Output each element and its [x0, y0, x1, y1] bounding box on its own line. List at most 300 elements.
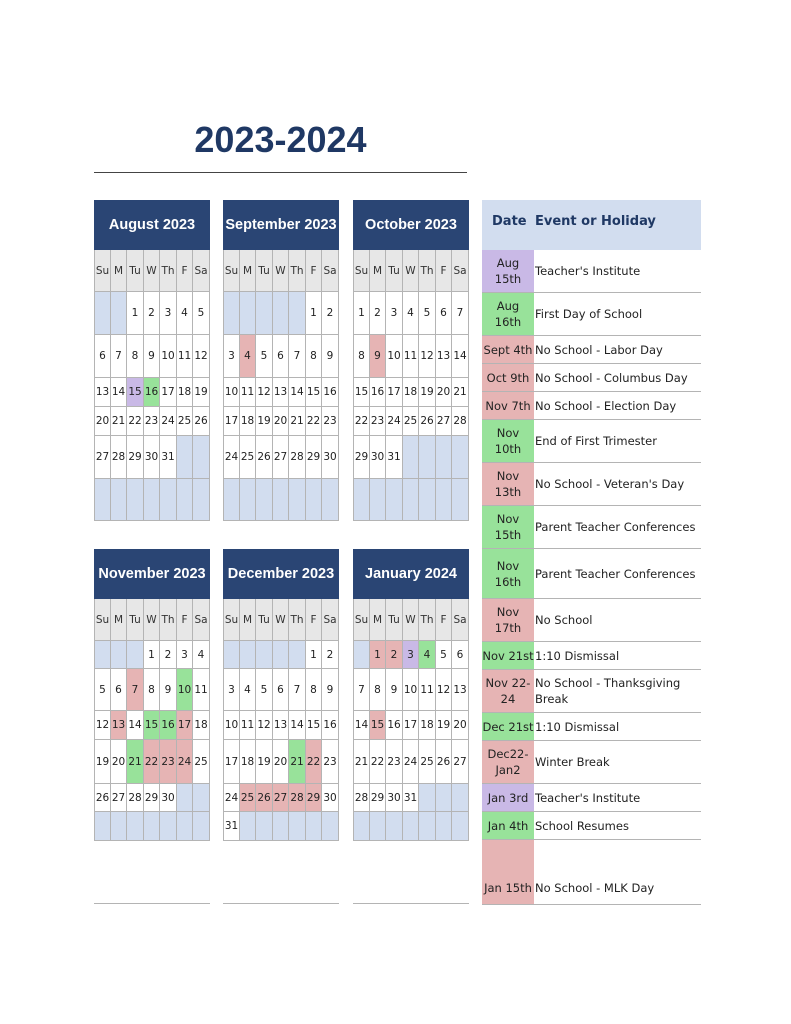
event-date: Aug 16th — [482, 293, 534, 335]
empty-day-cell — [223, 641, 240, 669]
day-cell: 23 — [370, 407, 386, 436]
event-description: No School - Veteran's Day — [535, 477, 685, 491]
weekday-label: Th — [160, 250, 177, 292]
event-description: No School - Labor Day — [535, 342, 663, 357]
month-title: November 2023 — [94, 549, 210, 599]
weekday-label: Sa — [452, 599, 469, 641]
weekday-label: Tu — [256, 250, 273, 292]
weekday-label: Su — [223, 599, 240, 641]
day-cell: 5 — [256, 669, 273, 711]
day-cell: 21 — [127, 740, 144, 784]
day-cell: 24 — [403, 740, 419, 784]
day-cell: 16 — [160, 711, 177, 740]
day-cell: 10 — [160, 335, 177, 378]
weekday-label: Th — [289, 599, 306, 641]
empty-day-cell — [94, 641, 111, 669]
day-cell: 21 — [289, 407, 306, 436]
day-cell: 11 — [419, 669, 436, 711]
day-cell: 10 — [223, 378, 240, 407]
weekday-label: F — [306, 599, 322, 641]
event-date: Nov 16th — [482, 549, 534, 598]
day-cell: 18 — [240, 407, 256, 436]
day-cell: 13 — [94, 378, 111, 407]
day-cell: 9 — [144, 335, 160, 378]
day-cell: 15 — [306, 711, 322, 740]
weekday-label: Th — [289, 250, 306, 292]
day-cell: 20 — [94, 407, 111, 436]
empty-day-cell — [403, 436, 419, 479]
day-cell: 16 — [322, 378, 339, 407]
weekday-label: M — [240, 250, 256, 292]
empty-day-cell — [419, 479, 436, 521]
day-cell: 2 — [160, 641, 177, 669]
event-row — [482, 599, 701, 642]
day-cell: 18 — [193, 711, 210, 740]
empty-day-cell — [289, 292, 306, 335]
weekday-label: Tu — [127, 599, 144, 641]
weekday-label: Su — [353, 599, 370, 641]
day-cell: 8 — [306, 669, 322, 711]
empty-day-cell — [94, 479, 111, 521]
events-table-header — [482, 200, 701, 250]
day-cell: 6 — [273, 669, 289, 711]
weekday-label: F — [436, 250, 452, 292]
event-row — [482, 506, 701, 549]
event-description: No School - MLK Day — [535, 881, 655, 895]
day-cell: 23 — [322, 740, 339, 784]
day-cell: 8 — [370, 669, 386, 711]
empty-day-cell — [273, 292, 289, 335]
event-description: Parent Teacher Conferences — [535, 520, 696, 534]
empty-day-cell — [273, 479, 289, 521]
day-cell: 29 — [306, 436, 322, 479]
calendar-bottom-rule — [223, 903, 339, 904]
event-date: Jan 4th — [482, 812, 534, 839]
event-row — [482, 250, 701, 293]
day-cell: 17 — [177, 711, 193, 740]
day-cell: 17 — [386, 378, 403, 407]
day-cell: 6 — [273, 335, 289, 378]
empty-day-cell — [223, 292, 240, 335]
event-row — [482, 463, 701, 506]
weekday-label: F — [436, 599, 452, 641]
event-date: Nov 22-24 — [482, 670, 534, 712]
event-date: Oct 9th — [482, 364, 534, 391]
empty-day-cell — [144, 479, 160, 521]
calendar-bottom-rule — [353, 903, 469, 904]
day-cell: 12 — [193, 335, 210, 378]
day-cell: 20 — [111, 740, 127, 784]
day-cell: 2 — [370, 292, 386, 335]
empty-day-cell — [127, 812, 144, 841]
event-row — [482, 364, 701, 392]
empty-day-cell — [419, 436, 436, 479]
event-date: Dec22-Jan2 — [482, 741, 534, 783]
day-cell: 22 — [353, 407, 370, 436]
day-cell: 19 — [94, 740, 111, 784]
event-row — [482, 670, 701, 713]
day-cell: 19 — [436, 711, 452, 740]
day-cell: 12 — [256, 711, 273, 740]
event-date: Nov 17th — [482, 599, 534, 641]
weekday-label: W — [144, 250, 160, 292]
day-cell: 11 — [240, 711, 256, 740]
empty-day-cell — [256, 479, 273, 521]
day-cell: 2 — [322, 641, 339, 669]
day-cell: 7 — [289, 669, 306, 711]
day-cell: 22 — [127, 407, 144, 436]
event-description: End of First Trimester — [535, 434, 657, 448]
empty-day-cell — [193, 436, 210, 479]
weekday-label: M — [370, 599, 386, 641]
day-cell: 23 — [322, 407, 339, 436]
day-cell: 30 — [322, 784, 339, 812]
day-cell: 15 — [306, 378, 322, 407]
day-cell: 18 — [240, 740, 256, 784]
day-cell: 14 — [127, 711, 144, 740]
day-cell: 15 — [144, 711, 160, 740]
weekday-label: Sa — [452, 250, 469, 292]
empty-day-cell — [223, 479, 240, 521]
event-row — [482, 713, 701, 741]
empty-day-cell — [273, 812, 289, 841]
empty-day-cell — [353, 812, 370, 841]
day-cell: 28 — [289, 436, 306, 479]
day-cell: 8 — [306, 335, 322, 378]
day-cell: 30 — [386, 784, 403, 812]
day-cell: 14 — [289, 711, 306, 740]
day-cell: 29 — [127, 436, 144, 479]
day-cell: 27 — [436, 407, 452, 436]
empty-day-cell — [111, 641, 127, 669]
empty-day-cell — [403, 812, 419, 841]
day-cell: 2 — [322, 292, 339, 335]
day-cell: 27 — [111, 784, 127, 812]
empty-day-cell — [386, 479, 403, 521]
day-cell: 3 — [223, 335, 240, 378]
day-cell: 16 — [144, 378, 160, 407]
day-cell: 7 — [452, 292, 469, 335]
empty-day-cell — [419, 812, 436, 841]
day-cell: 1 — [127, 292, 144, 335]
day-cell: 31 — [386, 436, 403, 479]
day-cell: 12 — [436, 669, 452, 711]
event-description: No School - Columbus Day — [535, 370, 688, 385]
weekday-label: Su — [94, 599, 111, 641]
weekday-label: Th — [419, 599, 436, 641]
day-cell: 29 — [353, 436, 370, 479]
day-cell: 18 — [177, 378, 193, 407]
day-cell: 15 — [353, 378, 370, 407]
day-cell: 12 — [256, 378, 273, 407]
day-cell: 20 — [273, 407, 289, 436]
empty-day-cell — [111, 479, 127, 521]
day-cell: 21 — [452, 378, 469, 407]
event-row — [482, 420, 701, 463]
day-cell: 26 — [256, 436, 273, 479]
event-row — [482, 392, 701, 420]
empty-day-cell — [240, 641, 256, 669]
weekday-label: Sa — [193, 250, 210, 292]
day-cell: 1 — [353, 292, 370, 335]
empty-day-cell — [322, 812, 339, 841]
empty-day-cell — [177, 812, 193, 841]
day-cell: 31 — [160, 436, 177, 479]
day-cell: 7 — [111, 335, 127, 378]
day-cell: 24 — [160, 407, 177, 436]
day-cell: 1 — [144, 641, 160, 669]
day-cell: 14 — [452, 335, 469, 378]
day-cell: 28 — [353, 784, 370, 812]
day-cell: 18 — [403, 378, 419, 407]
weekday-label: Th — [419, 250, 436, 292]
day-cell: 10 — [177, 669, 193, 711]
day-cell: 7 — [127, 669, 144, 711]
empty-day-cell — [240, 292, 256, 335]
day-cell: 27 — [452, 740, 469, 784]
day-cell: 30 — [370, 436, 386, 479]
day-cell: 5 — [94, 669, 111, 711]
day-cell: 15 — [127, 378, 144, 407]
day-cell: 9 — [386, 669, 403, 711]
empty-day-cell — [111, 812, 127, 841]
event-description: 1:10 Dismissal — [535, 719, 620, 734]
day-cell: 31 — [403, 784, 419, 812]
event-description: School Resumes — [535, 818, 629, 833]
month-title: January 2024 — [353, 549, 469, 599]
day-cell: 26 — [419, 407, 436, 436]
day-cell: 9 — [160, 669, 177, 711]
empty-day-cell — [111, 292, 127, 335]
event-date: Nov 21st — [482, 642, 534, 669]
day-cell: 5 — [193, 292, 210, 335]
day-cell: 23 — [386, 740, 403, 784]
empty-day-cell — [370, 812, 386, 841]
page-title: 2023-2024 — [194, 119, 367, 160]
empty-day-cell — [306, 812, 322, 841]
event-row — [482, 812, 701, 840]
empty-day-cell — [193, 479, 210, 521]
event-date: Nov 7th — [482, 392, 534, 419]
weekday-label: M — [240, 599, 256, 641]
day-cell: 11 — [177, 335, 193, 378]
day-cell: 22 — [306, 407, 322, 436]
month-title: September 2023 — [223, 200, 339, 250]
month-title: October 2023 — [353, 200, 469, 250]
day-cell: 7 — [289, 335, 306, 378]
day-cell: 4 — [177, 292, 193, 335]
empty-day-cell — [436, 436, 452, 479]
empty-day-cell — [240, 479, 256, 521]
weekday-label: F — [177, 250, 193, 292]
weekday-label: M — [111, 599, 127, 641]
month-title: December 2023 — [223, 549, 339, 599]
empty-day-cell — [256, 812, 273, 841]
day-cell: 16 — [386, 711, 403, 740]
day-cell: 24 — [386, 407, 403, 436]
day-cell: 7 — [353, 669, 370, 711]
empty-day-cell — [289, 479, 306, 521]
empty-day-cell — [452, 479, 469, 521]
empty-day-cell — [436, 784, 452, 812]
empty-day-cell — [256, 292, 273, 335]
day-cell: 10 — [223, 711, 240, 740]
day-cell: 6 — [452, 641, 469, 669]
weekday-label: M — [111, 250, 127, 292]
day-cell: 6 — [94, 335, 111, 378]
day-cell: 24 — [223, 436, 240, 479]
day-cell: 28 — [452, 407, 469, 436]
event-date: Jan 3rd — [482, 784, 534, 811]
day-cell: 10 — [403, 669, 419, 711]
empty-day-cell — [306, 479, 322, 521]
event-description: Winter Break — [535, 755, 610, 769]
day-cell: 2 — [386, 641, 403, 669]
day-cell: 25 — [177, 407, 193, 436]
day-cell: 27 — [273, 436, 289, 479]
day-cell: 11 — [403, 335, 419, 378]
day-cell: 17 — [223, 740, 240, 784]
empty-day-cell — [94, 292, 111, 335]
day-cell: 30 — [144, 436, 160, 479]
day-cell: 26 — [436, 740, 452, 784]
day-cell: 21 — [111, 407, 127, 436]
empty-day-cell — [160, 812, 177, 841]
day-cell: 1 — [306, 292, 322, 335]
empty-day-cell — [436, 812, 452, 841]
event-date: Sept 4th — [482, 336, 534, 363]
day-cell: 29 — [144, 784, 160, 812]
empty-day-cell — [289, 812, 306, 841]
empty-day-cell — [436, 479, 452, 521]
empty-day-cell — [193, 784, 210, 812]
day-cell: 8 — [353, 335, 370, 378]
event-description: First Day of School — [535, 307, 643, 321]
weekday-label: Sa — [322, 250, 339, 292]
empty-day-cell — [452, 436, 469, 479]
day-cell: 17 — [223, 407, 240, 436]
empty-day-cell — [322, 479, 339, 521]
day-cell: 17 — [403, 711, 419, 740]
event-row — [482, 293, 701, 336]
weekday-label: W — [403, 250, 419, 292]
day-cell: 21 — [353, 740, 370, 784]
day-cell: 23 — [160, 740, 177, 784]
day-cell: 4 — [240, 669, 256, 711]
date-column-header: Date — [492, 214, 527, 229]
day-cell: 19 — [419, 378, 436, 407]
event-date: Nov 10th — [482, 420, 534, 462]
event-date: Dec 21st — [482, 713, 534, 740]
day-cell: 12 — [419, 335, 436, 378]
empty-day-cell — [370, 479, 386, 521]
weekday-label: Su — [94, 250, 111, 292]
day-cell: 9 — [370, 335, 386, 378]
day-cell: 13 — [273, 711, 289, 740]
weekday-label: Su — [353, 250, 370, 292]
weekday-label: W — [403, 599, 419, 641]
day-cell: 1 — [370, 641, 386, 669]
day-cell: 3 — [223, 669, 240, 711]
day-cell: 29 — [306, 784, 322, 812]
day-cell: 25 — [240, 784, 256, 812]
day-cell: 17 — [160, 378, 177, 407]
day-cell: 15 — [370, 711, 386, 740]
day-cell: 13 — [436, 335, 452, 378]
event-row — [482, 784, 701, 812]
day-cell: 12 — [94, 711, 111, 740]
day-cell: 29 — [370, 784, 386, 812]
weekday-label: M — [370, 250, 386, 292]
day-cell: 5 — [256, 335, 273, 378]
day-cell: 3 — [160, 292, 177, 335]
empty-day-cell — [386, 812, 403, 841]
day-cell: 14 — [353, 711, 370, 740]
day-cell: 11 — [193, 669, 210, 711]
day-cell: 31 — [223, 812, 240, 841]
empty-day-cell — [256, 641, 273, 669]
event-date: Nov 13th — [482, 463, 534, 505]
day-cell: 19 — [256, 407, 273, 436]
event-description: 1:10 Dismissal — [535, 648, 620, 663]
empty-day-cell — [144, 812, 160, 841]
day-cell: 3 — [403, 641, 419, 669]
day-cell: 4 — [193, 641, 210, 669]
weekday-label: Tu — [386, 250, 403, 292]
weekday-label: Sa — [322, 599, 339, 641]
event-column-header: Event or Holiday — [535, 214, 656, 229]
empty-day-cell — [289, 641, 306, 669]
event-description: Parent Teacher Conferences — [535, 566, 696, 581]
empty-day-cell — [193, 812, 210, 841]
event-date: Aug 15th — [482, 250, 534, 292]
day-cell: 5 — [419, 292, 436, 335]
day-cell: 9 — [322, 335, 339, 378]
weekday-label: W — [273, 250, 289, 292]
day-cell: 26 — [193, 407, 210, 436]
day-cell: 21 — [289, 740, 306, 784]
event-description: Teacher's Institute — [535, 790, 641, 805]
day-cell: 13 — [111, 711, 127, 740]
event-row — [482, 336, 701, 364]
day-cell: 25 — [419, 740, 436, 784]
day-cell: 25 — [193, 740, 210, 784]
day-cell: 8 — [127, 335, 144, 378]
weekday-label: Tu — [256, 599, 273, 641]
day-cell: 16 — [322, 711, 339, 740]
day-cell: 28 — [111, 436, 127, 479]
event-row — [482, 549, 701, 599]
event-description: No School - Thanksgiving Break — [535, 676, 681, 706]
day-cell: 14 — [289, 378, 306, 407]
event-row — [482, 840, 701, 905]
day-cell: 22 — [144, 740, 160, 784]
day-cell: 19 — [193, 378, 210, 407]
day-cell: 20 — [273, 740, 289, 784]
event-description: No School - Election Day — [535, 398, 677, 413]
weekday-label: Sa — [193, 599, 210, 641]
day-cell: 20 — [452, 711, 469, 740]
day-cell: 23 — [144, 407, 160, 436]
event-row — [482, 741, 701, 784]
empty-day-cell — [452, 812, 469, 841]
day-cell: 28 — [127, 784, 144, 812]
weekday-label: F — [306, 250, 322, 292]
day-cell: 10 — [386, 335, 403, 378]
event-description: No School — [535, 613, 593, 627]
empty-day-cell — [177, 436, 193, 479]
day-cell: 16 — [370, 378, 386, 407]
